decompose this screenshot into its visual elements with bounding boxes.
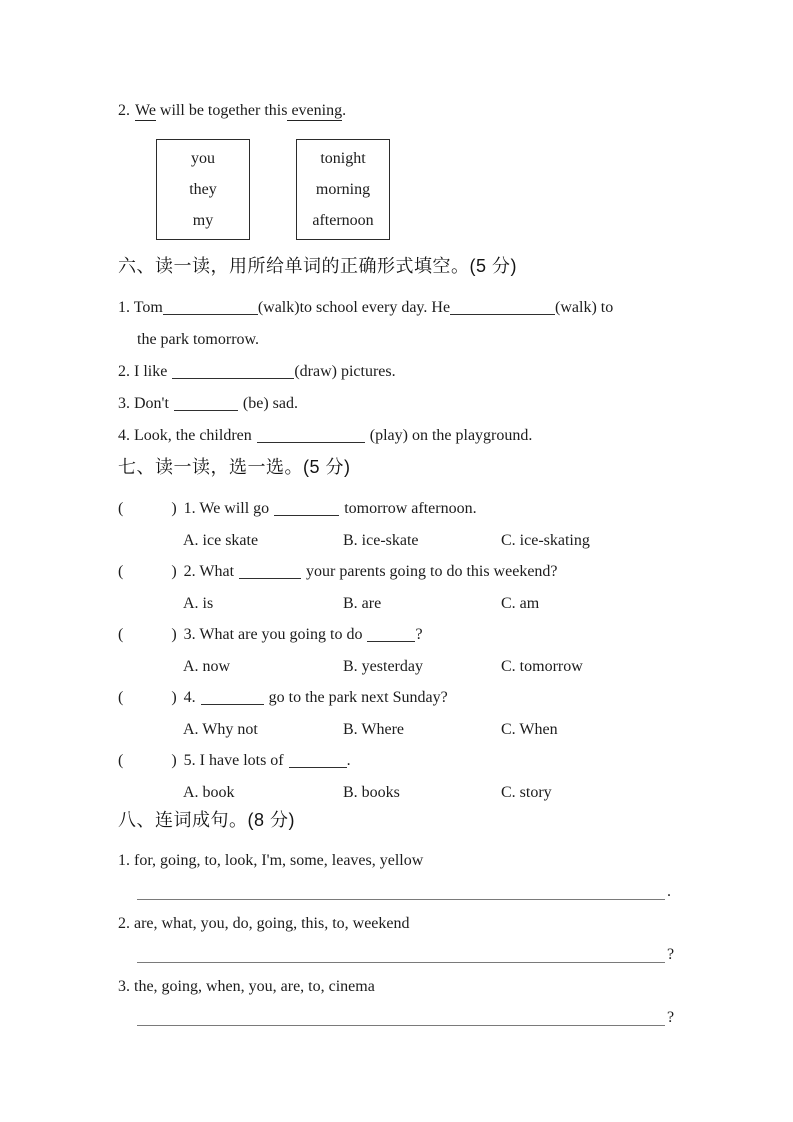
- scramble-words-3: [118, 972, 693, 1002]
- section-seven-heading: 七、读一读，选一选。(5 分): [118, 457, 351, 477]
- item-number: 3.: [118, 978, 130, 995]
- question-text: your parents going to do this weekend?: [306, 563, 558, 580]
- answer-paren-open: (: [118, 500, 124, 517]
- question-text: (walk)to school every day. He: [257, 299, 451, 316]
- option-a: A. book: [183, 784, 235, 801]
- six-question-4: [118, 420, 693, 452]
- answer-paren-close: ): [171, 752, 177, 769]
- word-option: tonight: [320, 150, 366, 167]
- end-punctuation: ?: [667, 1009, 675, 1026]
- option-c: C. When: [501, 721, 558, 738]
- mc-question-4-options: [118, 714, 693, 745]
- scramble-word-list: the, going, when, you, are, to, cinema: [134, 978, 375, 995]
- mc-question-4-stem: [118, 682, 693, 714]
- question-text: 3. What are you going to do: [183, 626, 363, 643]
- question-text: 5. I have lots of: [183, 752, 284, 769]
- mc-question-2-stem: [118, 556, 693, 588]
- question-text: (walk) to: [555, 299, 614, 316]
- option-a: A. ice skate: [183, 532, 259, 549]
- section-six: [118, 252, 693, 452]
- option-a: A. now: [183, 658, 231, 675]
- blank-field: [257, 428, 365, 443]
- answer-paren-open: (: [118, 626, 124, 643]
- scramble-words-2: [118, 909, 693, 939]
- option-b: B. are: [343, 595, 382, 612]
- word-option: morning: [315, 181, 371, 198]
- scramble-word-list: are, what, you, do, going, this, to, weekend: [134, 915, 410, 932]
- question-text: (be) sad.: [242, 395, 298, 412]
- question-text: 1. We will go: [183, 500, 270, 517]
- answer-paren-close: ): [171, 563, 177, 580]
- question-text: 1. Tom: [118, 299, 163, 316]
- question-text: tomorrow afternoon.: [344, 500, 477, 517]
- mc-question-1-stem: [118, 493, 693, 525]
- mc-question-3-options: [118, 651, 693, 682]
- example-sentence: [118, 100, 693, 122]
- underlined-word-we: We: [135, 102, 156, 119]
- answer-paren-open: (: [118, 689, 124, 706]
- blank-field: [239, 564, 301, 579]
- word-option: my: [192, 212, 214, 229]
- answer-paren-open: (: [118, 563, 124, 580]
- question-text: (play) on the playground.: [369, 427, 533, 444]
- question-text: 3. Don't: [118, 395, 169, 412]
- question-text: 4. Look, the children: [118, 427, 252, 444]
- question-text: 4.: [183, 689, 196, 706]
- question-text: 2. What: [183, 563, 235, 580]
- blank-field: [174, 396, 238, 411]
- word-box-times: [296, 139, 390, 240]
- blank-field: [289, 753, 347, 768]
- section-seven: [118, 453, 693, 808]
- six-question-1-line-2: [118, 324, 693, 356]
- word-option: you: [191, 150, 215, 167]
- question-text: the park tomorrow.: [137, 331, 260, 348]
- six-question-1-line-1: [118, 292, 693, 324]
- answer-write-line: [137, 881, 665, 900]
- word-option: they: [189, 181, 217, 198]
- answer-row-2: [137, 945, 693, 963]
- answer-write-line: [137, 944, 665, 963]
- answer-row-1: [137, 882, 693, 900]
- question-text: 2. I like: [118, 363, 168, 380]
- question-text: ?: [415, 626, 423, 643]
- question-text: (draw) pictures.: [294, 363, 396, 380]
- option-b: B. ice-skate: [343, 532, 419, 549]
- underlined-word-evening: evening: [287, 102, 343, 119]
- sentence-period: .: [342, 102, 347, 119]
- mc-question-3-stem: [118, 619, 693, 651]
- scramble-words-1: [118, 846, 693, 876]
- question-text: .: [346, 752, 351, 769]
- sentence-middle: will be together this: [155, 102, 288, 119]
- option-b: B. Where: [343, 721, 405, 738]
- section-six-heading: 六、读一读，用所给单词的正确形式填空。(5 分): [118, 256, 517, 276]
- option-a: A. is: [183, 595, 214, 612]
- section-eight-heading: 八、连词成句。(8 分): [118, 810, 295, 830]
- question-text: go to the park next Sunday?: [268, 689, 448, 706]
- answer-paren-close: ): [171, 500, 177, 517]
- answer-write-line: [137, 1007, 665, 1026]
- blank-field: [172, 364, 294, 379]
- sentence-number: 2.: [118, 102, 130, 119]
- option-b: B. books: [343, 784, 400, 801]
- answer-paren-close: ): [171, 626, 177, 643]
- mc-question-5-options: [118, 777, 693, 808]
- blank-field: [274, 501, 339, 516]
- blank-field: [163, 300, 258, 315]
- blank-field: [367, 627, 415, 642]
- end-punctuation: .: [667, 883, 671, 900]
- item-number: 1.: [118, 852, 130, 869]
- option-c: C. am: [501, 595, 540, 612]
- six-question-3: [118, 388, 693, 420]
- blank-field: [201, 690, 264, 705]
- mc-question-1-options: [118, 525, 693, 556]
- mc-question-5-stem: [118, 745, 693, 777]
- answer-paren-open: (: [118, 752, 124, 769]
- word-option: afternoon: [312, 212, 374, 229]
- item-number: 2.: [118, 915, 130, 932]
- answer-paren-close: ): [171, 689, 177, 706]
- option-b: B. yesterday: [343, 658, 423, 675]
- word-choice-boxes: [156, 139, 390, 240]
- mc-question-2-options: [118, 588, 693, 619]
- blank-field: [450, 300, 555, 315]
- six-question-2: [118, 356, 693, 388]
- option-a: A. Why not: [183, 721, 258, 738]
- option-c: C. tomorrow: [501, 658, 583, 675]
- answer-row-3: [137, 1008, 693, 1026]
- end-punctuation: ?: [667, 946, 675, 963]
- scramble-word-list: for, going, to, look, I'm, some, leaves, yellow: [134, 852, 424, 869]
- word-box-pronouns: [156, 139, 250, 240]
- option-c: C. ice-skating: [501, 532, 590, 549]
- option-c: C. story: [501, 784, 552, 801]
- section-eight: [118, 806, 693, 1026]
